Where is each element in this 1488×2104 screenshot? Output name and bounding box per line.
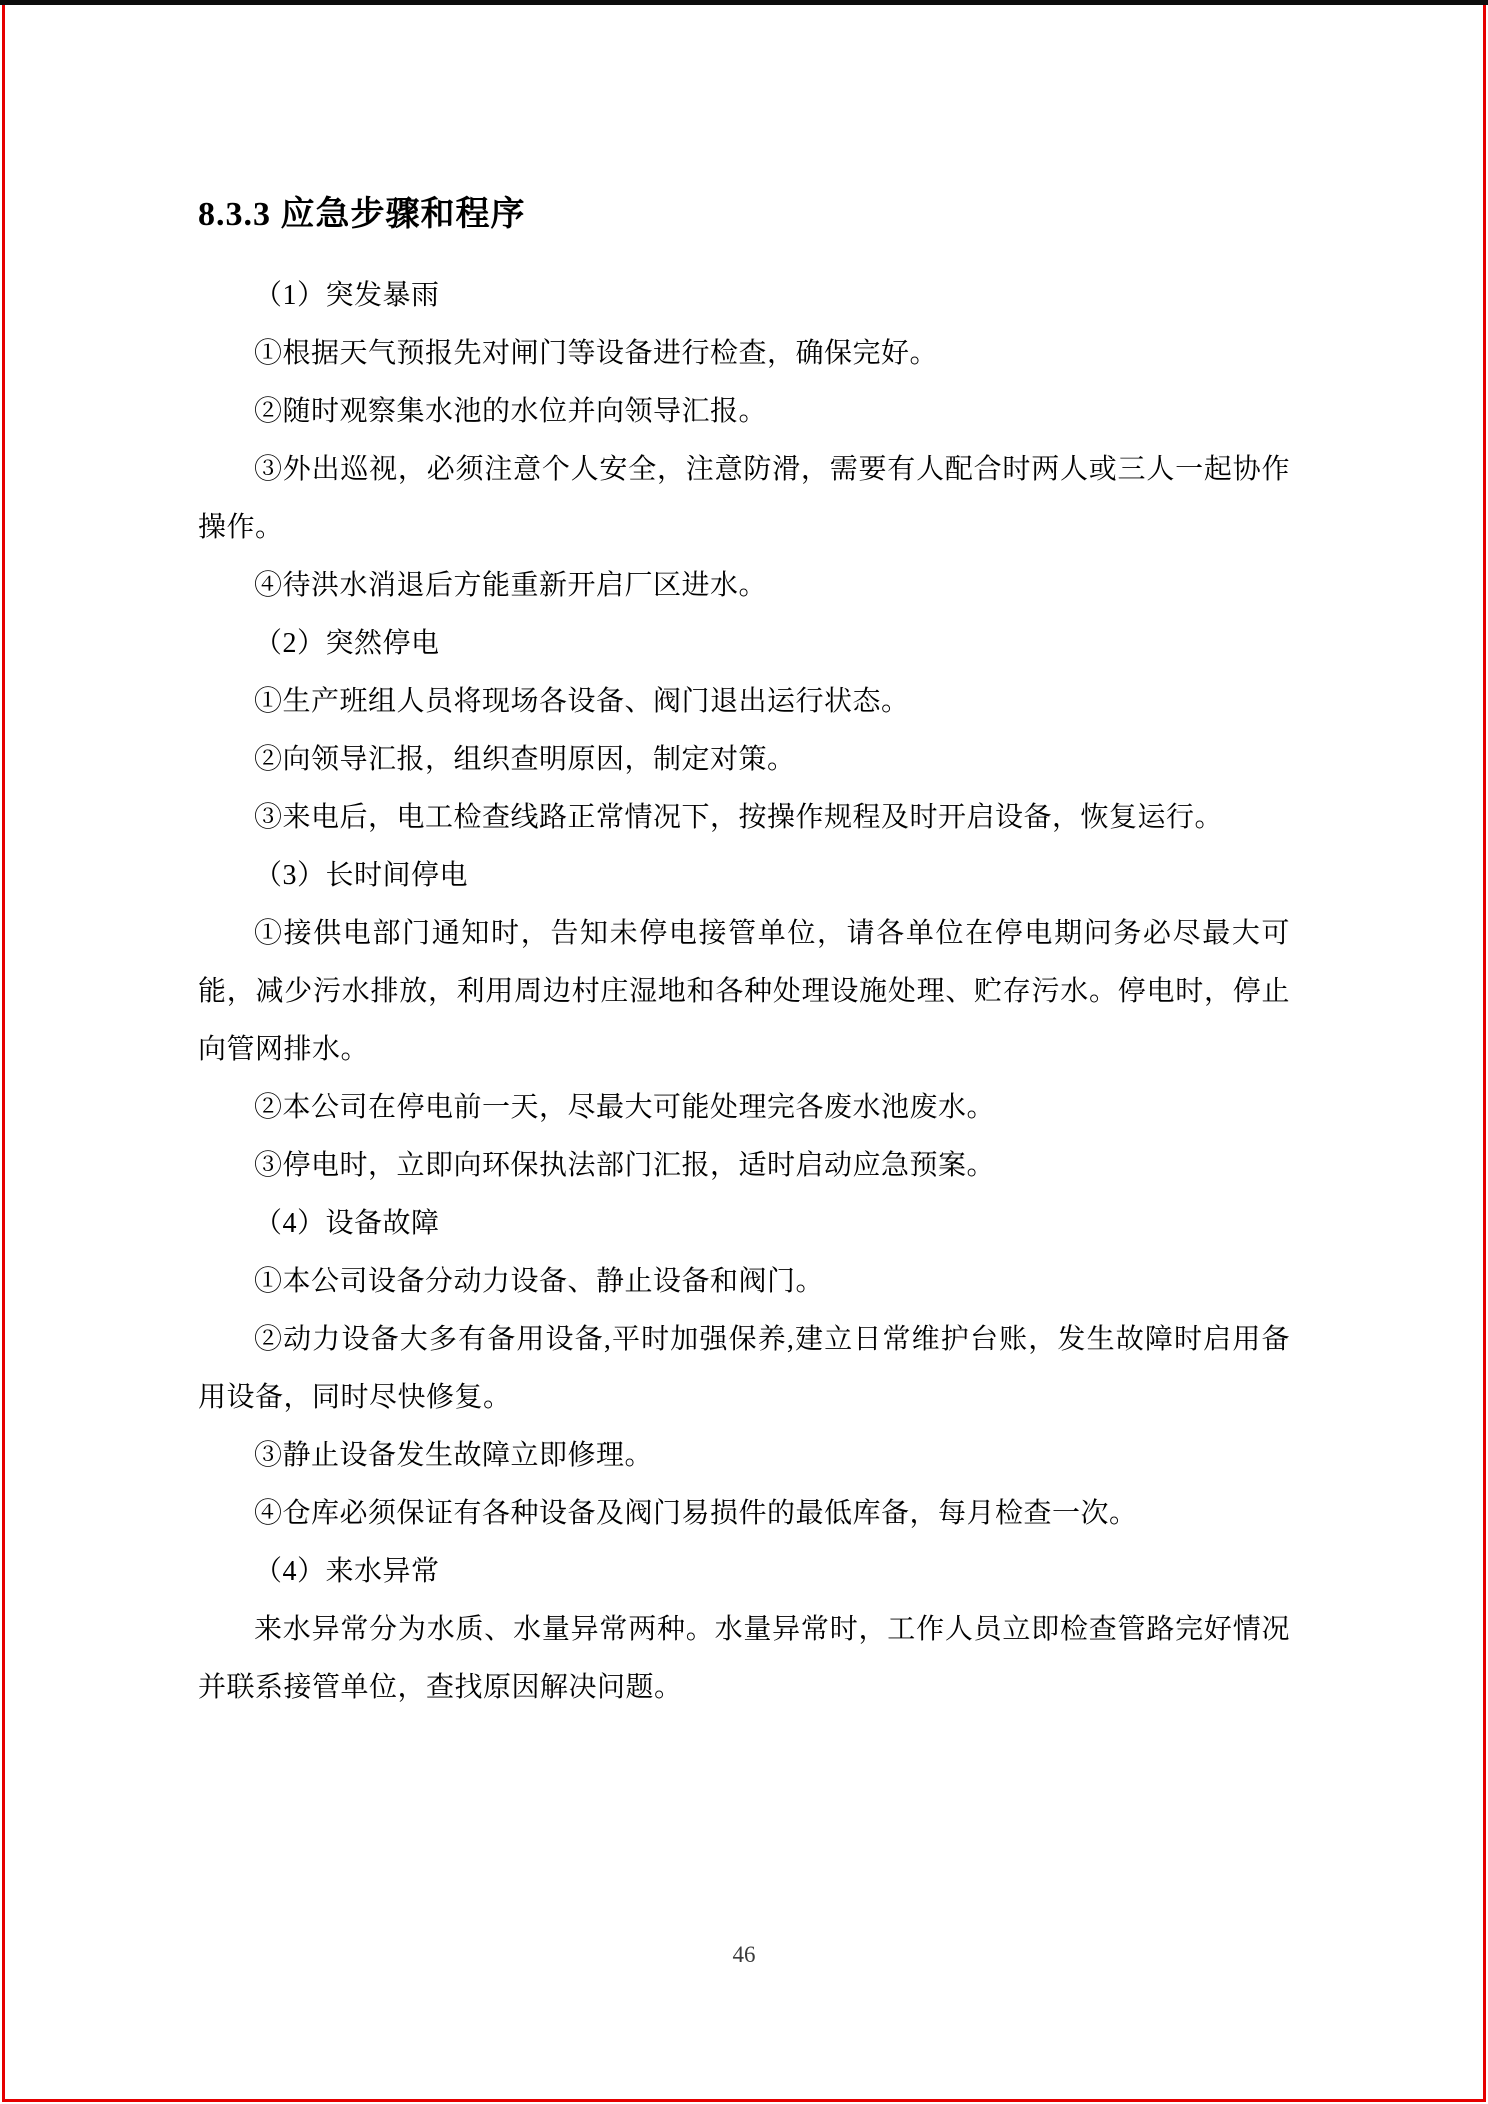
paragraph: ②随时观察集水池的水位并向领导汇报。 [254, 396, 768, 427]
paragraph: （1）突发暴雨 [254, 280, 440, 311]
page-number: 46 [732, 1942, 756, 1967]
paragraph-list [198, 267, 1290, 1717]
paragraph: ④仓库必须保证有各种设备及阀门易损件的最低库备，每月检查一次。 [254, 1498, 1138, 1529]
paragraph: ③静止设备发生故障立即修理。 [254, 1440, 654, 1471]
paragraph: ①本公司设备分动力设备、静止设备和阀门。 [254, 1266, 825, 1297]
paragraph: ①接供电部门通知时，告知未停电接管单位，请各单位在停电期问务必尽最大可能，减少污水排放，利用周边村庄湿地和各种处理设施处理、贮存污水。停电时，停止向管网排水。 [198, 918, 1290, 1065]
paragraph: （4）来水异常 [254, 1556, 440, 1587]
paragraph: （3）长时间停电 [254, 860, 469, 891]
paragraph: ①根据天气预报先对闸门等设备进行检查，确保完好。 [254, 338, 939, 369]
scan-edge-artifact [0, 0, 1488, 5]
paragraph: ②动力设备大多有备用设备,平时加强保养,建立日常维护台账，发生故障时启用备用设备，同时尽快修复。 [198, 1324, 1290, 1413]
paragraph: ③外出巡视，必须注意个人安全，注意防滑，需要有人配合时两人或三人一起协作操作。 [198, 454, 1290, 543]
paragraph: （4）设备故障 [254, 1208, 440, 1239]
paragraph: （2）突然停电 [254, 628, 440, 659]
paragraph: ②向领导汇报，组织查明原因，制定对策。 [254, 744, 796, 775]
document-content [198, 193, 1290, 1717]
paragraph: ④待洪水消退后方能重新开启厂区进水。 [254, 570, 768, 601]
paragraph: 来水异常分为水质、水量异常两种。水量异常时，工作人员立即检查管路完好情况并联系接管单位，查找原因解决问题。 [198, 1614, 1290, 1703]
paragraph: ③来电后，电工检查线路正常情况下，按操作规程及时开启设备，恢复运行。 [254, 802, 1224, 833]
paragraph: ①生产班组人员将现场各设备、阀门退出运行状态。 [254, 686, 910, 717]
paragraph: ③停电时，立即向环保执法部门汇报，适时启动应急预案。 [254, 1150, 996, 1181]
section-heading: 8.3.3 应急步骤和程序 [198, 196, 526, 233]
paragraph: ②本公司在停电前一天，尽最大可能处理完各废水池废水。 [254, 1092, 996, 1123]
